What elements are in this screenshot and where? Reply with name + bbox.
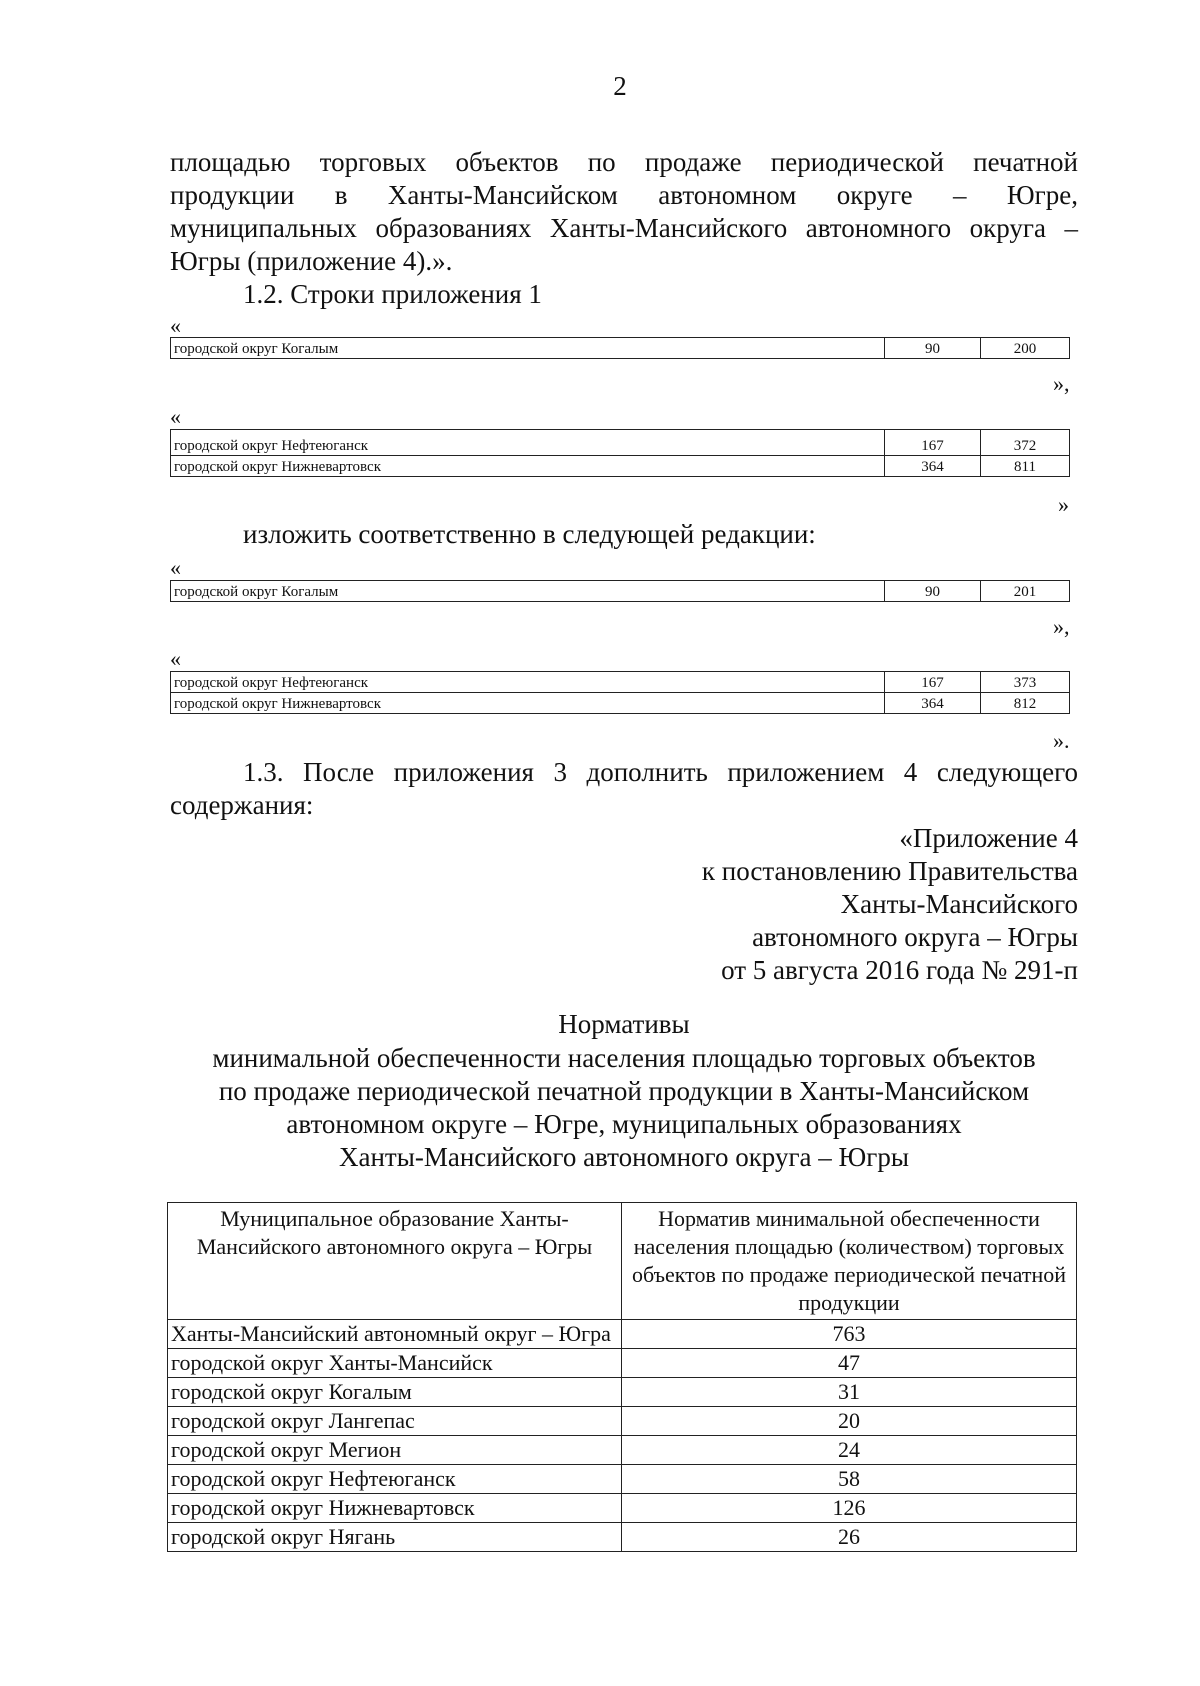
row-value-b: 372 — [981, 430, 1070, 456]
row-name: городской округ Ханты-Мансийск — [168, 1349, 622, 1378]
row-value-b: 373 — [981, 672, 1070, 693]
row-name: городской округ Нягань — [168, 1523, 622, 1552]
row-name: городской округ Нижневартовск — [171, 693, 885, 714]
row-value: 31 — [622, 1378, 1077, 1407]
row-value: 47 — [622, 1349, 1077, 1378]
subtitle-line: Ханты-Мансийского автономного округа – Югры — [339, 1142, 909, 1172]
quote-close: », — [1053, 371, 1070, 396]
row-name: городской округ Нефтеюганск — [168, 1465, 622, 1494]
item-1-3-line-1: 1.3. После приложения 3 дополнить приложением 4 следующего — [243, 757, 1078, 787]
appendix-header-line: Ханты-Мансийского — [840, 889, 1078, 919]
column-header-municipality: Муниципальное образование Ханты-Мансийского автономного округа – Югры — [168, 1203, 622, 1320]
row-value: 20 — [622, 1407, 1077, 1436]
intro-line-4: Югры (приложение 4).». — [170, 246, 453, 276]
new-rows-table-1 — [170, 580, 1070, 602]
table-row — [171, 672, 1070, 693]
appendix-header-line: «Приложение 4 — [899, 823, 1078, 853]
subtitle-line: по продаже периодической печатной продукции в Ханты-Мансийском — [218, 1076, 1030, 1106]
item-1-2: 1.2. Строки приложения 1 — [243, 279, 542, 309]
table-row — [171, 456, 1070, 477]
quote-close: », — [1053, 614, 1070, 639]
table-row — [171, 581, 1070, 602]
row-value: 126 — [622, 1494, 1077, 1523]
row-name: городской округ Когалым — [171, 581, 885, 602]
row-value: 58 — [622, 1465, 1077, 1494]
subtitle-line: минимальной обеспеченности населения площадью торговых объектов — [212, 1043, 1036, 1073]
row-value-a: 167 — [885, 672, 981, 693]
row-name: городской округ Когалым — [168, 1378, 622, 1407]
subtitle-line: автономном округе – Югре, муниципальных образованиях — [286, 1109, 962, 1139]
item-1-3-line-2: содержания: — [170, 790, 314, 820]
table-row — [171, 430, 1070, 456]
intro-line-3: муниципальных образованиях Ханты-Мансийского автономного округа – — [170, 213, 1078, 243]
quote-close: ». — [1053, 728, 1070, 753]
page-number: 2 — [613, 71, 627, 101]
row-value-a: 90 — [885, 338, 981, 359]
row-name: городской округ Нижневартовск — [171, 456, 885, 477]
table-row — [168, 1494, 1077, 1523]
norms-table — [167, 1202, 1077, 1552]
table-row — [171, 338, 1070, 359]
intro-line-1: площадью торговых объектов по продаже периодической печатной — [170, 147, 1078, 177]
row-name: Ханты-Мансийский автономный округ – Югра — [168, 1320, 622, 1349]
document-title: Нормативы — [558, 1009, 690, 1039]
table-header-row — [168, 1203, 1077, 1320]
column-header-norm: Норматив минимальной обеспеченности населения площадью (количеством) торговых объектов по продаже периодической печатной продукции — [622, 1203, 1077, 1320]
row-value: 763 — [622, 1320, 1077, 1349]
quote-close: » — [1058, 492, 1069, 517]
row-value-a: 90 — [885, 581, 981, 602]
row-value-b: 811 — [981, 456, 1070, 477]
row-name: городской округ Когалым — [171, 338, 885, 359]
table-row — [168, 1349, 1077, 1378]
row-name: городской округ Нефтеюганск — [171, 672, 885, 693]
row-value-b: 201 — [981, 581, 1070, 602]
row-value: 24 — [622, 1436, 1077, 1465]
appendix-header-line: автономного округа – Югры — [752, 922, 1078, 952]
table-row — [171, 693, 1070, 714]
table-row — [168, 1436, 1077, 1465]
row-name: городской округ Лангепас — [168, 1407, 622, 1436]
row-name: городской округ Мегион — [168, 1436, 622, 1465]
row-name: городской округ Нижневартовск — [168, 1494, 622, 1523]
row-value: 26 — [622, 1523, 1077, 1552]
quote-open: « — [170, 404, 181, 429]
old-rows-table-1 — [170, 337, 1070, 359]
intro-line-2: продукции в Ханты-Мансийском автономном округе – Югре, — [170, 180, 1078, 210]
table-row — [168, 1378, 1077, 1407]
table-row — [168, 1523, 1077, 1552]
quote-open: « — [170, 313, 181, 338]
table-row — [168, 1407, 1077, 1436]
new-rows-table-2 — [170, 671, 1070, 714]
row-name: городской округ Нефтеюганск — [171, 430, 885, 456]
row-value-a: 364 — [885, 456, 981, 477]
appendix-header-line: от 5 августа 2016 года № 291-п — [721, 955, 1078, 985]
row-value-b: 812 — [981, 693, 1070, 714]
change-phrase: изложить соответственно в следующей редакции: — [243, 519, 816, 549]
quote-open: « — [170, 646, 181, 671]
appendix-header-line: к постановлению Правительства — [701, 856, 1078, 886]
row-value-a: 167 — [885, 430, 981, 456]
quote-open: « — [170, 555, 181, 580]
row-value-a: 364 — [885, 693, 981, 714]
old-rows-table-2 — [170, 429, 1070, 477]
table-row — [168, 1320, 1077, 1349]
table-row — [168, 1465, 1077, 1494]
row-value-b: 200 — [981, 338, 1070, 359]
